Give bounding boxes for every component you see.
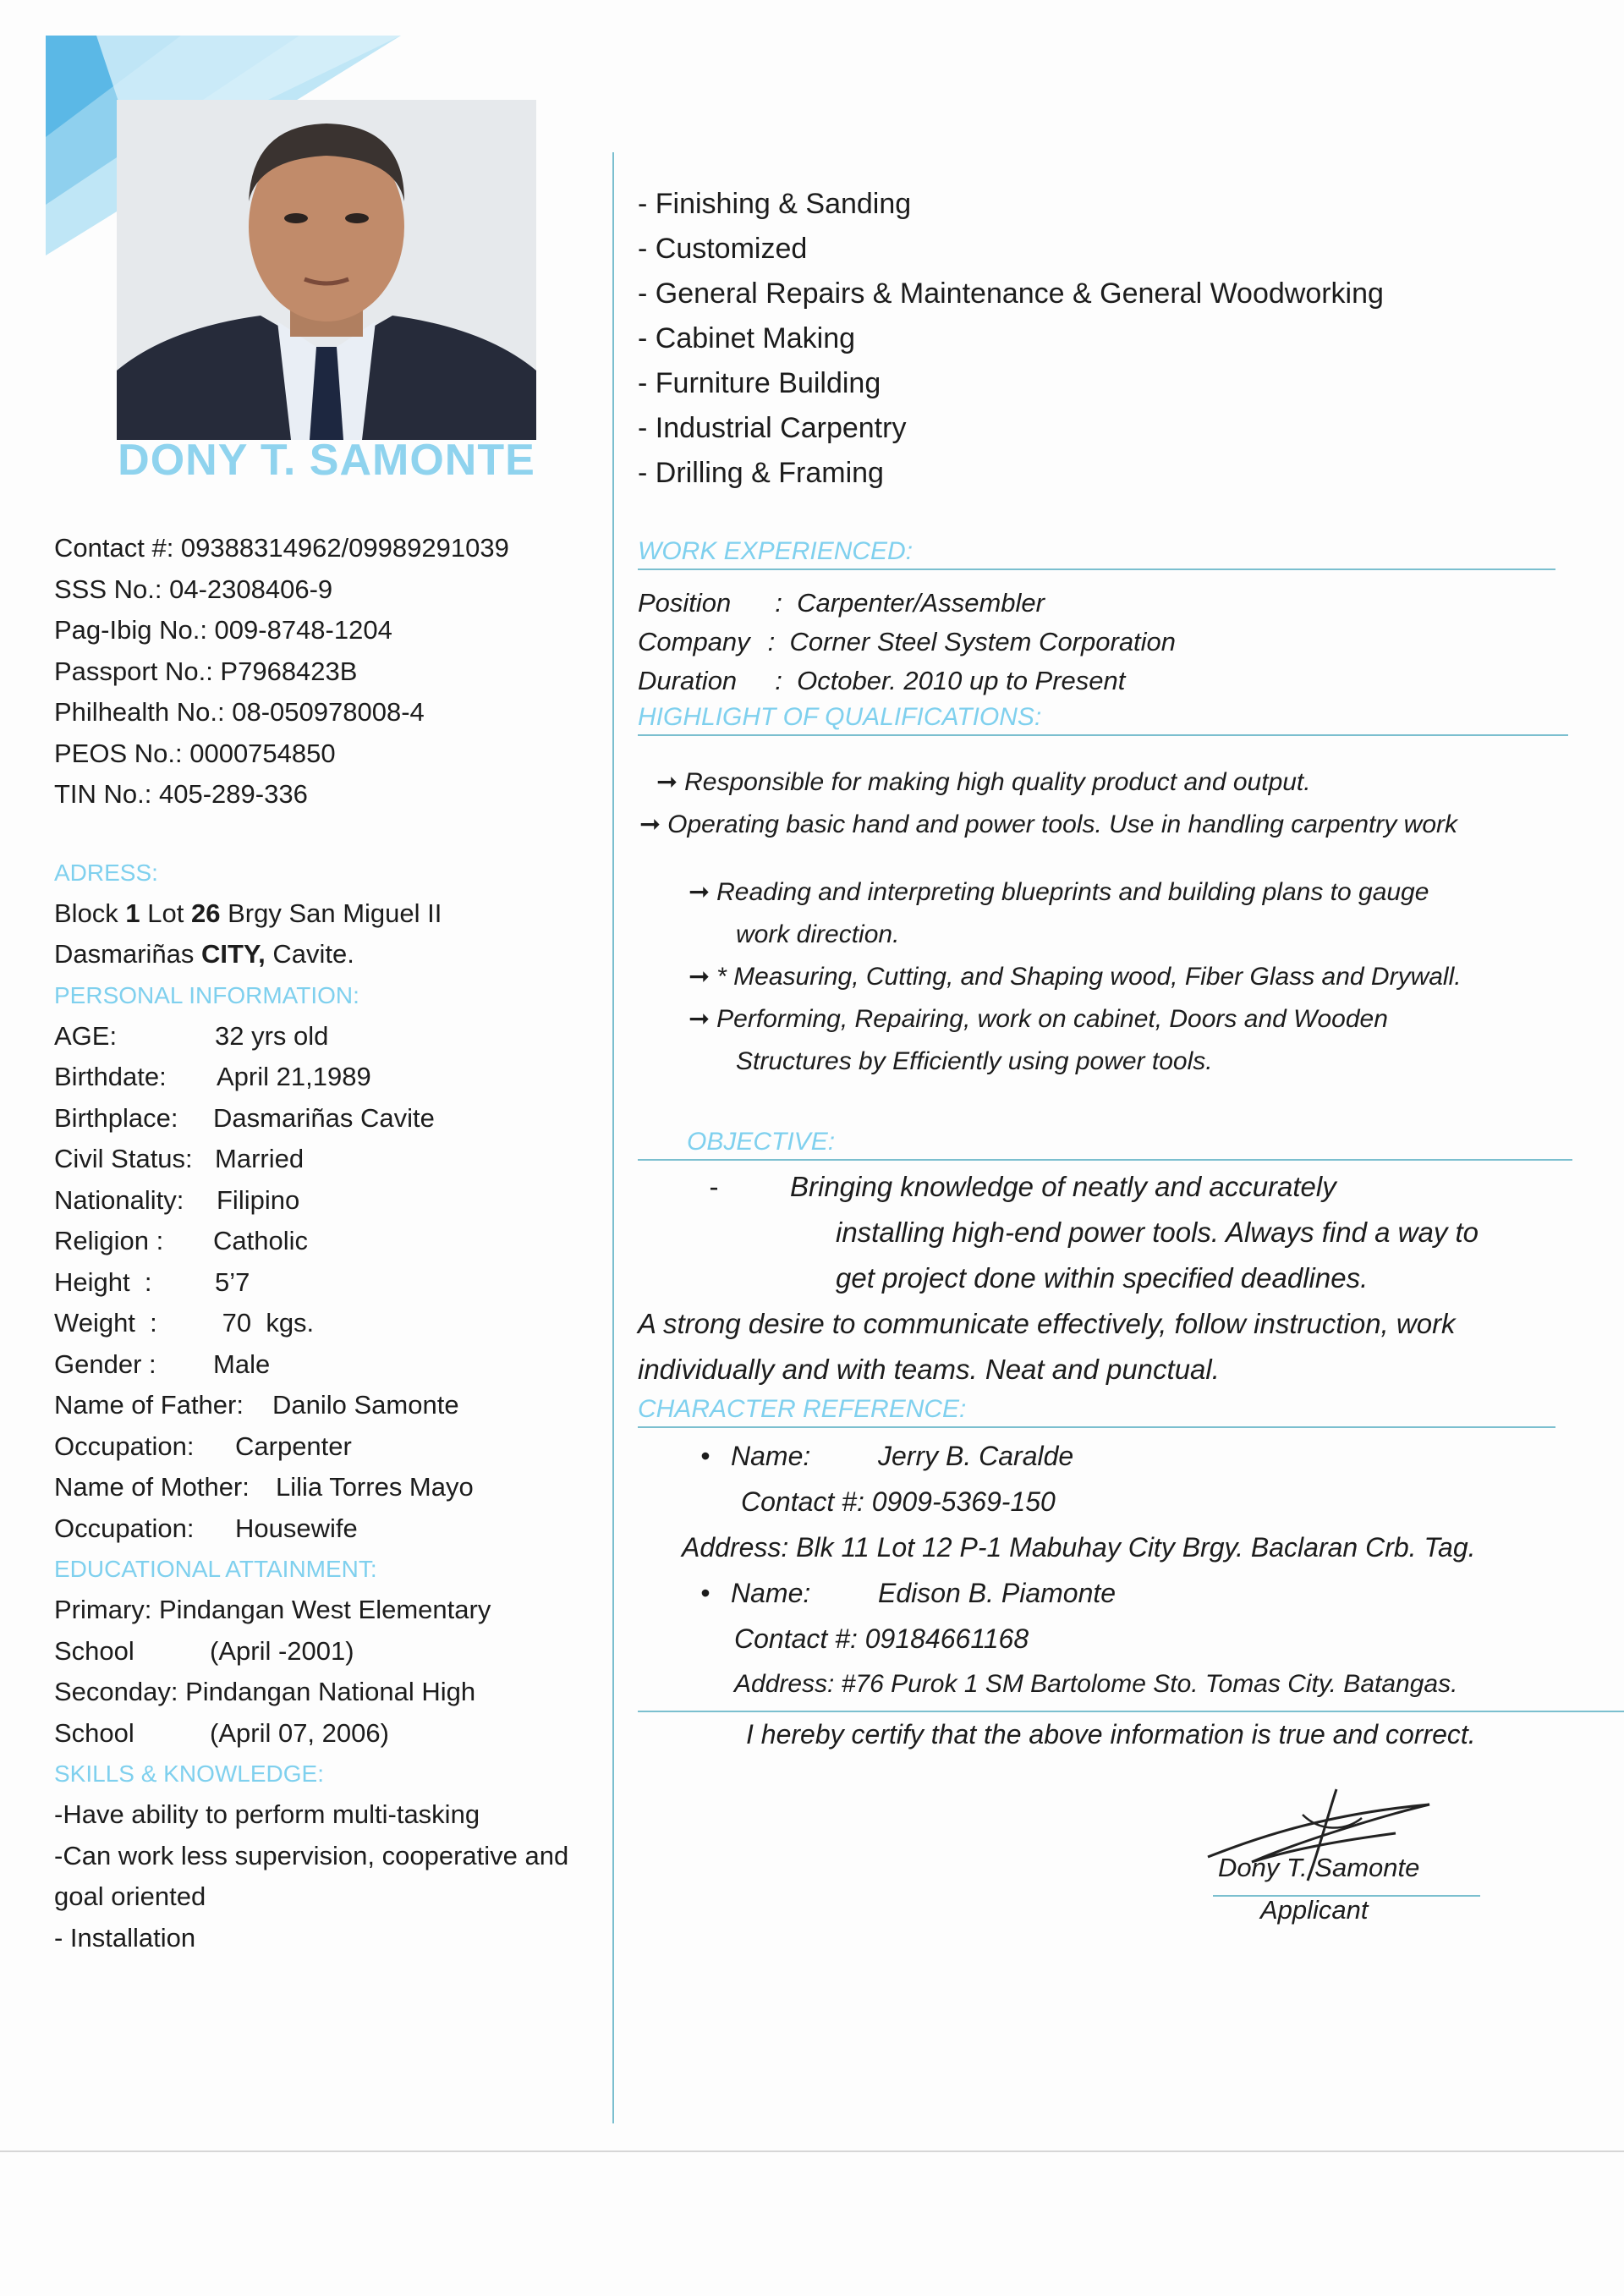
personal-row: [54, 1180, 612, 1222]
certification-statement: I hereby certify that the above information is true and correct.: [746, 1719, 1476, 1749]
objective-text: Bringing knowledge of neatly and accurately: [790, 1171, 1336, 1202]
work-heading: WORK EXPERIENCED:: [638, 535, 1555, 570]
row-value: Carpenter/Assembler: [797, 588, 1045, 618]
row-separator: :: [760, 588, 798, 618]
work-row: [638, 662, 1610, 700]
skill-item: - General Repairs & Maintenance & General Woodworking: [638, 277, 1384, 310]
row-value: Lilia Torres Mayo: [276, 1472, 474, 1502]
bullet-icon: •: [700, 1441, 710, 1471]
row-value: October. 2010 up to Present: [797, 666, 1126, 695]
arrow-icon: ➞: [689, 878, 710, 906]
skills-heading: SKILLS & KNOWLEDGE:: [54, 1760, 324, 1787]
personal-row: [54, 1057, 612, 1098]
personal-row: [54, 1139, 612, 1180]
row-separator: :: [760, 627, 790, 656]
row-value: Housewife: [235, 1513, 358, 1543]
reference-address: Address: #76 Purok 1 SM Bartolome Sto. Tomas City. Batangas.: [734, 1670, 1458, 1698]
father-occupation-row: [54, 1426, 612, 1468]
row-separator: :: [760, 666, 798, 695]
highlight-item-continued: work direction.: [736, 920, 900, 948]
highlight-item-continued: Structures by Efficiently using power tools.: [736, 1047, 1213, 1075]
highlight-item: [638, 998, 1610, 1041]
reference-name: [638, 1570, 1610, 1616]
objective-line: installing high-end power tools. Always find a way to: [836, 1217, 1479, 1248]
row-value: Carpenter: [235, 1431, 352, 1461]
skills-continued: [638, 182, 1610, 496]
row-label: Religion :: [54, 1226, 164, 1255]
bullet-icon: •: [700, 1578, 710, 1608]
row-value: 32 yrs old: [215, 1020, 329, 1051]
personal-row: [54, 1098, 612, 1140]
highlights-heading: HIGHLIGHT OF QUALIFICATIONS:: [638, 700, 1568, 736]
pagibig-line: Pag-Ibig No.: 009-8748-1204: [54, 615, 392, 645]
row-value: Dasmariñas Cavite: [213, 1102, 435, 1133]
skill-item: - Furniture Building: [638, 367, 881, 399]
row-label: Name:: [731, 1441, 811, 1471]
personal-row: [54, 1344, 612, 1386]
skill-item: goal oriented: [54, 1881, 206, 1911]
reference-contact: Contact #: 0909-5369-150: [741, 1486, 1056, 1517]
contact-block: [54, 528, 612, 816]
objective-block: [638, 1164, 1610, 1392]
arrow-icon: ➞: [639, 810, 661, 838]
tin-line: TIN No.: 405-289-336: [54, 779, 308, 809]
row-value: 5’7: [215, 1266, 250, 1297]
reference-contact: Contact #: 09184661168: [734, 1623, 1029, 1654]
education-secondary: Seconday: Pindangan National High: [54, 1677, 476, 1706]
signatory-role: Applicant: [1260, 1895, 1369, 1925]
address-text: Dasmariñas: [54, 939, 201, 969]
reference-address: Address: Blk 11 Lot 12 P-1 Mabuhay City Brgy. Baclaran Crb. Tag.: [682, 1532, 1476, 1563]
address-text: Block: [54, 898, 126, 928]
highlight-text: Performing, Repairing, work on cabinet, Doors and Wooden: [716, 1005, 1388, 1033]
objective-tail: individually and with teams. Neat and punctual.: [638, 1354, 1220, 1385]
objective-dash: -: [709, 1171, 719, 1202]
address-line-1: [54, 893, 612, 935]
row-value: (April 07, 2006): [210, 1717, 389, 1748]
highlight-text: Responsible for making high quality product and output.: [684, 768, 1311, 796]
highlight-item: [638, 761, 1610, 804]
arrow-icon: ➞: [656, 768, 678, 796]
arrow-icon: ➞: [689, 1005, 710, 1033]
row-value: Male: [213, 1348, 271, 1379]
work-row: [638, 623, 1610, 662]
highlight-text: * Measuring, Cutting, and Shaping wood, Fiber Glass and Drywall.: [716, 963, 1462, 991]
references-heading: CHARACTER REFERENCE:: [638, 1392, 1555, 1428]
row-label: AGE:: [54, 1020, 118, 1051]
highlight-item: [638, 956, 1610, 998]
row-label: Occupation:: [54, 1431, 195, 1461]
row-label: Position: [638, 588, 732, 618]
row-label: Nationality:: [54, 1184, 184, 1215]
arrow-icon: ➞: [689, 963, 710, 991]
skill-item: - Cabinet Making: [638, 322, 856, 354]
row-value: Catholic: [213, 1226, 308, 1255]
row-label: Gender :: [54, 1348, 156, 1379]
row-value: Edison B. Piamonte: [878, 1578, 1116, 1608]
address-line-2: [54, 934, 612, 975]
passport-line: Passport No.: P7968423B: [54, 656, 358, 686]
contact-line: Contact #: 09388314962/09989291039: [54, 533, 509, 563]
address-lot-number: 26: [191, 898, 221, 928]
objective-line: [638, 1164, 1610, 1210]
references-block: [638, 1433, 1610, 1707]
column-divider: [612, 152, 614, 2123]
address-city: CITY,: [201, 939, 266, 969]
personal-row: [54, 1221, 612, 1262]
work-row: [638, 584, 1610, 623]
row-label: Company: [638, 627, 750, 656]
row-value: Danilo Samonte: [272, 1390, 459, 1420]
education-primary: Primary: Pindangan West Elementary: [54, 1595, 491, 1624]
skill-item: - Drilling & Framing: [638, 457, 884, 489]
address-heading: ADRESS:: [54, 859, 158, 886]
highlight-item: [638, 871, 1610, 914]
highlight-item: [638, 804, 1610, 846]
address-text: Cavite.: [265, 939, 354, 969]
address-text: Lot: [140, 898, 191, 928]
row-label: Birthdate:: [54, 1062, 167, 1091]
objective-line: get project done within specified deadlines.: [836, 1262, 1369, 1294]
objective-heading: OBJECTIVE:: [638, 1125, 1572, 1161]
row-label: Duration: [638, 666, 738, 695]
skill-item: -Can work less supervision, cooperative and: [54, 1840, 569, 1870]
education-heading: EDUCATIONAL ATTAINMENT:: [54, 1556, 377, 1582]
row-label: Name:: [731, 1578, 811, 1608]
skill-item: - Finishing & Sanding: [638, 188, 912, 220]
father-row: [54, 1385, 612, 1426]
page-bottom-rule: [0, 2150, 1624, 2152]
applicant-photo: [117, 100, 536, 440]
row-label: Weight :: [54, 1308, 157, 1338]
peos-line: PEOS No.: 0000754850: [54, 738, 336, 768]
right-column: [638, 182, 1610, 1756]
row-label: Occupation:: [54, 1513, 195, 1543]
skill-item: -Have ability to perform multi-tasking: [54, 1799, 480, 1829]
row-label: Civil Status:: [54, 1144, 193, 1173]
row-label: Height :: [54, 1266, 152, 1297]
education-primary-date: [54, 1631, 612, 1673]
objective-tail: A strong desire to communicate effectively, follow instruction, work: [638, 1308, 1456, 1339]
personal-row: [54, 1303, 612, 1344]
row-value: Corner Steel System Corporation: [789, 627, 1177, 656]
work-block: [638, 584, 1610, 700]
education-secondary-date: [54, 1713, 612, 1755]
personal-row: [54, 1262, 612, 1304]
row-label: Name of Father:: [54, 1390, 244, 1420]
address-text: Brgy San Miguel II: [220, 898, 442, 928]
row-label: School: [54, 1717, 134, 1748]
row-label: School: [54, 1635, 134, 1666]
left-column: [54, 528, 612, 1958]
applicant-name: DONY T. SAMONTE: [118, 436, 535, 485]
row-value: April 21,1989: [217, 1062, 371, 1091]
highlight-text: Operating basic hand and power tools. Use in handling carpentry work: [667, 810, 1458, 838]
row-value: Filipino: [217, 1184, 300, 1215]
address-block-number: 1: [125, 898, 140, 928]
sss-line: SSS No.: 04-2308406-9: [54, 574, 333, 604]
philhealth-line: Philhealth No.: 08-050978008-4: [54, 697, 425, 727]
signatory-name: Dony T. Samonte: [1218, 1853, 1420, 1882]
personal-row: [54, 1016, 612, 1057]
row-value: Jerry B. Caralde: [878, 1441, 1074, 1471]
skill-item: - Industrial Carpentry: [638, 412, 907, 444]
row-label: Birthplace:: [54, 1102, 178, 1133]
row-value: 70 kgs.: [215, 1308, 315, 1338]
skill-item: - Installation: [54, 1922, 196, 1953]
mother-occupation-row: [54, 1508, 612, 1550]
row-label: Name of Mother:: [54, 1472, 250, 1502]
highlights-block: [638, 761, 1610, 1083]
reference-name: [638, 1433, 1610, 1479]
highlight-text: Reading and interpreting blueprints and building plans to gauge: [716, 878, 1429, 906]
skill-item: - Customized: [638, 233, 808, 265]
personal-info-heading: PERSONAL INFORMATION:: [54, 981, 359, 1008]
row-value: (April -2001): [210, 1635, 354, 1666]
mother-row: [54, 1467, 612, 1508]
row-value: Married: [215, 1144, 304, 1173]
